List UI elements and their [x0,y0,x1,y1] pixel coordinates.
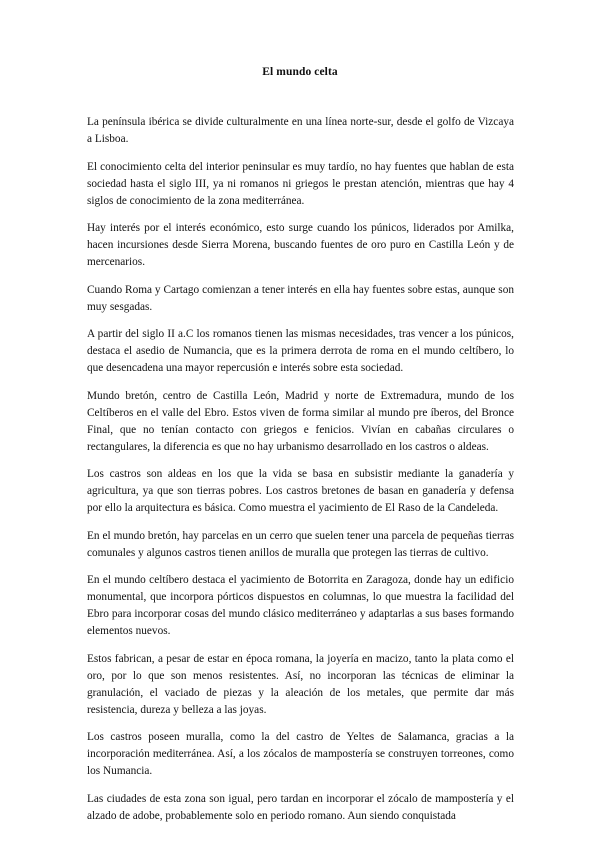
paragraph: La península ibérica se divide culturalmente en una línea norte-sur, desde el golfo de Vizcaya a Lisboa. [87,116,514,145]
paragraph: Cuando Roma y Cartago comienzan a tener interés en ella hay fuentes sobre estas, aunque son muy sesgadas. [87,283,514,313]
paragraph: Hay interés por el interés económico, esto surge cuando los púnicos, liderados por Amilka, hacen incursiones desde Sierra Morena, buscando fuentes de oro puro en Castilla León y de mercenarios. [87,222,514,268]
paragraph: Estos fabrican, a pesar de estar en época romana, la joyería en macizo, tanto la plata como el oro, por lo que son menos resistentes. Así, no incorporan las técnicas de eliminar la granulación, el vaciado de piezas y la aleación de los metales, que permite dar más resistencia, dureza y belleza a las joyas. [87,652,514,716]
paragraph: Las ciudades de esta zona son igual, pero tardan en incorporar el zócalo de mampostería y el alzado de adobe, probablemente solo en periodo romano. Aun siendo conquistada [87,792,514,822]
paragraph: En el mundo bretón, hay parcelas en un cerro que suelen tener una parcela de pequeñas tierras comunales y algunos castros tienen anillos de muralla que protegen las tierras de cultivo. [87,529,514,559]
paragraph: Mundo bretón, centro de Castilla León, Madrid y norte de Extremadura, mundo de los Celtíberos en el valle del Ebro. Estos viven de forma similar al mundo pre íberos, del Bronce Final, que no tenían contacto con griegos e fenicios. Vivían en cabañas circulares o rectangulares, la diferencia es que no hay urbanismo desarrollado en los castros o aldeas. [87,389,514,453]
paragraph: Los castros poseen muralla, como la del castro de Yeltes de Salamanca, gracias a la incorporación mediterránea. Así, a los zócalos de mampostería se construyen torreones, como los Numancia. [87,731,514,777]
paragraph: Los castros son aldeas en los que la vida se basa en subsistir mediante la ganadería y agricultura, ya que son tierras pobres. Los castros bretones de basan en ganadería y defensa por ello la arquitectura es básica. Como muestra el yacimiento de El Raso de la Candeleda. [87,468,514,514]
paragraph: El conocimiento celta del interior peninsular es muy tardío, no hay fuentes que hablan de esta sociedad hasta el siglo III, ya ni romanos ni griegos le prestan atención, mientras que hay 4 siglos de conocimiento de la zona mediterránea. [87,160,514,207]
document-body [87,114,514,835]
page-title: El mundo celta [262,66,338,78]
paragraph: En el mundo celtíbero destaca el yacimiento de Botorrita en Zaragoza, donde hay un edificio monumental, que incorpora pórticos dispuestos en columnas, lo que muestra la facilidad del Ebro para incorporar cosas del mundo clásico mediterráneo y adaptarlas a sus bases formando elementos nuevos. [87,574,514,637]
paragraph: A partir del siglo II a.C los romanos tienen las mismas necesidades, tras vencer a los púnicos, destaca el asedio de Numancia, que es la primera derrota de roma en el mundo celtíbero, lo que desencadena una mayor repercusión e interés sobre esta sociedad. [87,328,514,374]
